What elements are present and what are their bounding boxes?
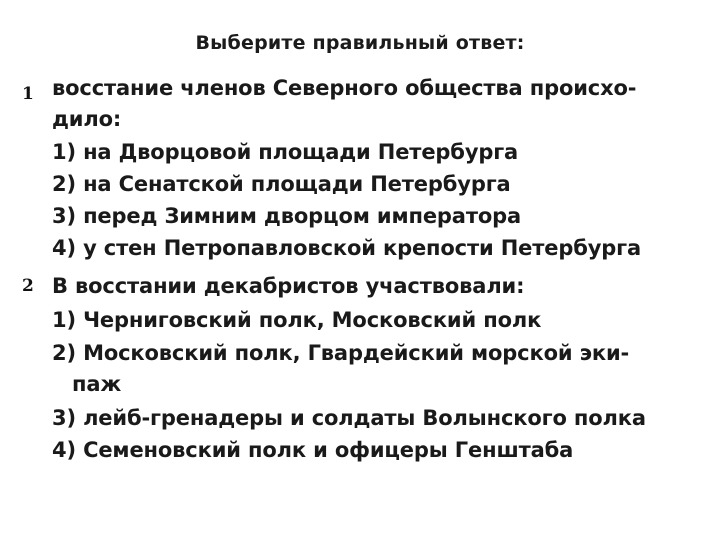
question-2-option-4: 4) Семеновский полк и офицеры Генштаба	[52, 438, 574, 462]
question-1-option-3: 3) перед Зимним дворцом императора	[52, 204, 522, 228]
question-2-option-1: 1) Черниговский полк, Московский полк	[52, 308, 542, 332]
question-1-option-2: 2) на Сенатской площади Петербурга	[52, 172, 511, 196]
question-1-option-1: 1) на Дворцовой площади Петербурга	[52, 140, 519, 164]
question-2-option-2: 2) Московский полк, Гвардейский морской эки-	[52, 341, 630, 365]
question-1-text-line-2: дило:	[52, 107, 122, 131]
question-1-text-line-1: восстание членов Северного общества происхо-	[52, 76, 637, 100]
question-number-2: 2	[22, 276, 34, 296]
question-number-1: 1	[22, 84, 34, 104]
question-2-option-3: 3) лейб-гренадеры и солдаты Волынского полка	[52, 406, 646, 430]
worksheet-heading: Выберите правильный ответ:	[195, 32, 525, 54]
question-2-text-line-1: В восстании декабристов участвовали:	[52, 274, 525, 298]
question-1-option-4: 4) у стен Петропавловской крепости Петербурга	[52, 236, 642, 260]
question-2-option-2-continuation: паж	[72, 372, 122, 396]
